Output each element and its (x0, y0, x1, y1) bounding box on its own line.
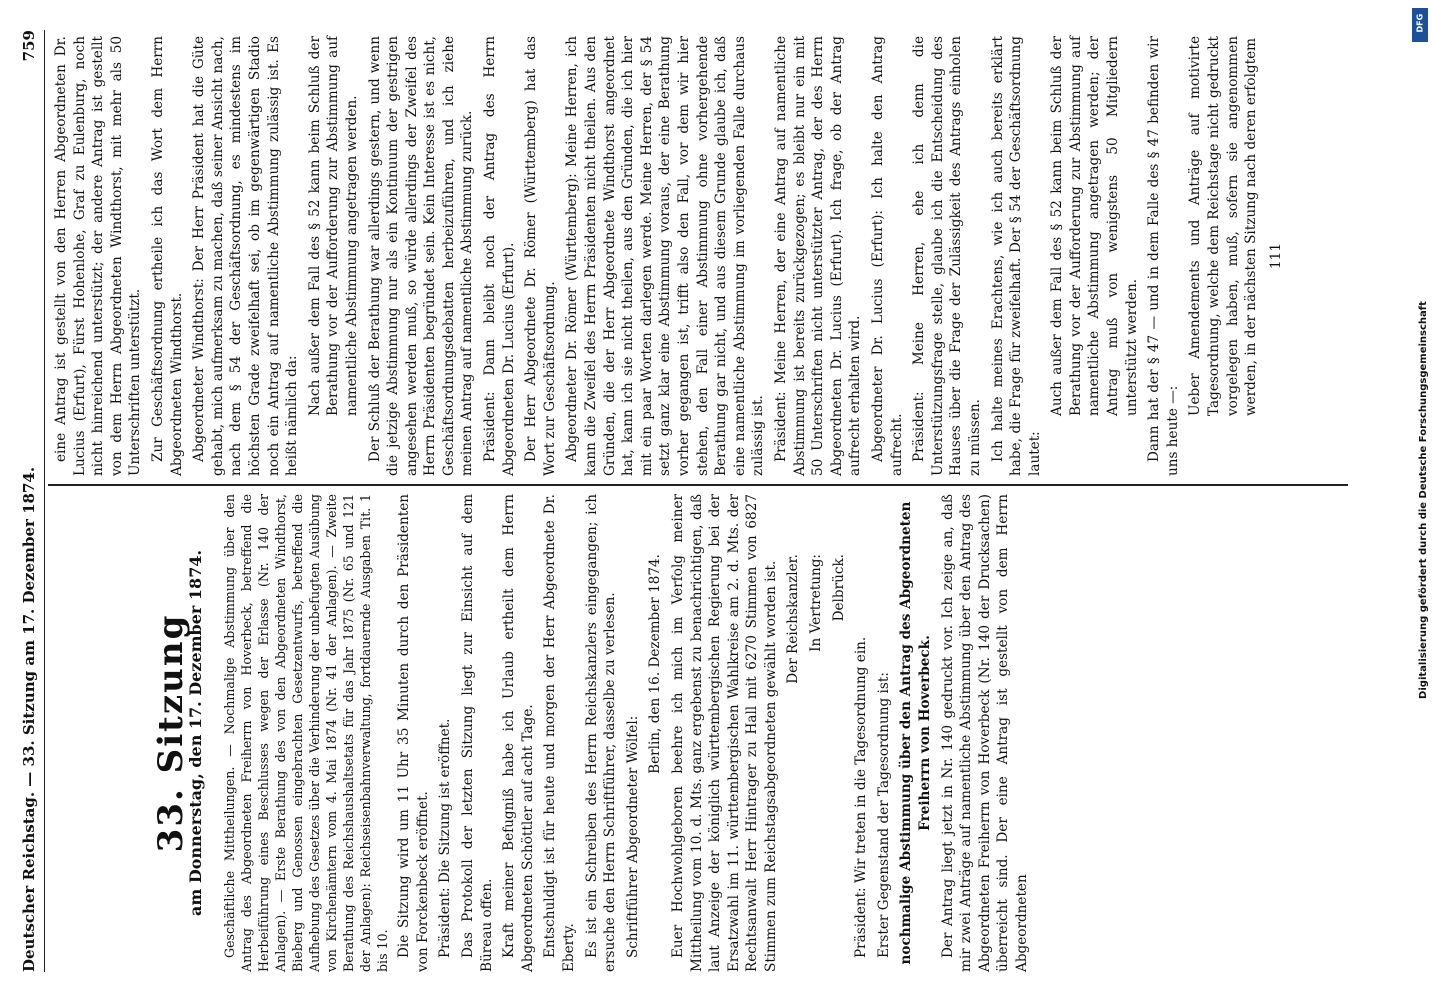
paragraph: Präsident: Meine Herren, der eine Antrag auf namentliche Abstimmung ist bereits zurückgezogen; es bleibt nur ein mit 50 Unterschriften nicht unterstützter Antrag, der des Herrn Abgeordneten Dr. Lucius (Erfurt). Ich frage, ob der Antrag aufrecht erhalten wird. (772, 36, 864, 476)
paragraph: Präsident: Meine Herren, ehe ich denn die Unterstützungsfrage stelle, glaube ich die Entscheidung des Hauses über die Frage der Zulässigkeit des Antrags einholen zu müssen. (911, 36, 983, 476)
paragraph: Zur Geschäftsordnung ertheile ich das Wort dem Herrn Abgeordneten Windthorst. (149, 36, 185, 476)
paragraph: Erster Gegenstand der Tagesordnung ist: (875, 672, 892, 958)
letter-signature-3: Delbrück. (830, 554, 847, 622)
page-signature: 111 (1267, 243, 1284, 269)
letter-signature-1: Der Reichskanzler. (785, 554, 802, 684)
paragraph: Es ist ein Schreiben des Herrn Reichskanzlers eingegangen; ich ersuche den Herrn Schriftführer, dasselbe zu verlesen. (583, 494, 619, 972)
column-divider (48, 485, 1348, 487)
paragraph: Der Herr Abgeordnete Dr. Römer (Württemberg) hat das Wort zur Geschäftsordnung. (523, 36, 558, 476)
page-number: 759 (20, 30, 38, 62)
paragraph: Die Sitzung wird um 11 Uhr 35 Minuten durch den Präsidenten von Forckenbeck eröffnet. (396, 494, 431, 972)
paragraph: Schriftführer Abgeordneter Wölfel: (624, 715, 641, 958)
paragraph: Kraft meiner Befugniß habe ich Urlaub ertheilt dem Herrn Abgeordneten Schöttler auf acht Tage. (501, 494, 536, 972)
quote: Ueber Amendements und Anträge auf motivirte Tagesordnung, welche dem Reichstage nicht gedruckt vorgelegen haben, muß, sofern sie angenommen werden, in der nächsten Sitzung nach deren erfolgtem (1187, 36, 1260, 416)
digitization-credit: Digitalisierung gefördert durch die Deutsche Forschungsgemeinschaft (1418, 301, 1429, 699)
paragraph: Entschuldigt ist für heute und morgen der Herr Abgeordnete Dr. Eberty. (542, 494, 577, 972)
letter-signature-2: In Vertretung: (808, 554, 825, 652)
paragraph: Ich halte meines Erachtens, wie ich auch bereits erklärt habe, die Frage für zweifelhaft. Der § 54 der Geschäftsordnung lautet: (989, 36, 1043, 476)
page-header (10, 30, 45, 972)
quote: Auch außer dem Fall des § 52 kann beim Schluß der Berathung vor der Aufforderung zur Abstimmung auf namentliche Abstimmung angetragen werden; der Antrag muß von wenigstens 50 Mitgliedern unterstützt werden. (1049, 36, 1140, 416)
session-title: 33. Sitzung (151, 613, 191, 853)
running-head: Deutscher Reichstag. — 33. Sitzung am 17. Dezember 1874. (20, 466, 38, 972)
agenda-item: nochmalige Abstimmung über den Antrag des Abgeordneten Freiherrn von Hoverbeck. (898, 501, 934, 965)
dfg-logo-label: DFG (1415, 13, 1425, 33)
digitization-sidebar (1408, 0, 1432, 1000)
paragraph: eine Antrag ist gestellt von den Herren Abgeordneten Dr. Lucius (Erfurt), Fürst Hohenlohe, Graf zu Eulenburg, noch nicht hinreichend unterstützt; der andere Antrag ist gestellt von dem Herrn Abgeordneten Windthorst, mit mehr als 50 Unterschriften unterstützt. (53, 36, 144, 476)
paragraph: Dann hat der § 47 — und in dem Falle des § 47 befinden wir uns heute —: (1146, 36, 1181, 476)
paragraph: Präsident: Die Sitzung ist eröffnet. (437, 718, 454, 958)
paragraph: Abgeordneter Windthorst: Der Herr Präsident hat die Güte gehabt, mich aufmerksam zu machen, daß seiner Ansicht nach, nach dem § 54 der Geschäftsordnung, es mindestens im höchsten Grade zweifelhaft sei, ob im gegenwärtigen Stadio noch ein Antrag auf namentliche Abstimmung zulässig ist. Es heißt nämlich da: (191, 36, 301, 476)
left-column (52, 494, 1036, 972)
paragraph: Abgeordneter Dr. Römer (Württemberg): Meine Herren, ich kann die Zweifel des Herrn Präsidenten nicht theilen. Aus den Gründen, die der Herr Abgeordnete Windthorst angeordnet hat, kann ich sie nicht theilen, aus den Gründen, die ich hier mit ein paar Worten darlegen werde. Meine Herren, der § 54 setzt ganz klar eine Abstimmung voraus, der eine Berathung vorher gegangen ist, trifft also den Fall, vor dem wir hier stehen, den Fall einer Abstimmung ohne vorhergehende Berathung gar nicht, und aus diesem Grunde glaube ich, daß eine namentliche Abstimmung im vorliegenden Falle durchaus zulässig ist. (564, 36, 767, 476)
right-column (52, 36, 1289, 476)
paragraph: Der Antrag liegt jetzt in Nr. 140 gedruckt vor. Ich zeige an, daß mir zwei Anträge auf namentliche Abstimmung über den Antrag des Abgeordneten Freiherrn von Hoverbeck (Nr. 140 der Drucksachen) überreicht sind. Der eine Antrag ist gestellt von dem Herrn Abgeordneten (939, 494, 1030, 972)
session-date: am Donnerstag, den 17. Dezember 1874. (185, 549, 205, 917)
paragraph: Präsident: Dann bleibt noch der Antrag des Herrn Abgeordneten Dr. Lucius (Erfurt). (482, 36, 517, 476)
paragraph: Abgeordneter Dr. Lucius (Erfurt): Ich halte den Antrag aufrecht. (869, 36, 905, 476)
dfg-logo-icon (1412, 8, 1428, 42)
paragraph: Das Protokoll der letzten Sitzung liegt zur Einsicht auf dem Büreau offen. (459, 494, 495, 972)
agenda-summary: Geschäftliche Mittheilungen. — Nochmalige Abstimmung über den Antrag des Abgeordneten Freiherrn von Hoverbeck, betreffend die Herbeiführung eines Beschlusses wegen der Erlasse (Nr. 140 der Anlagen). — Erste Berathung des von den Abgeordneten Windthorst, Bieberg und Genossen eingebrachten Gesetzentwurfs, betreffend die Aufhebung des Gesetzes über die Verhinderung der unbefugten Ausübung von Kirchenämtern vom 4. Mai 1874 (Nr. 41 der Anlagen). — Zweite Berathung des Reichshaushaltsetats für das Jahr 1875 (Nr. 65 und 121 der Anlagen): Reichseisenbahnverwaltung, fortdauernde Ausgaben Tit. 1 bis 10. (222, 494, 391, 972)
quote: Nach außer dem Fall des § 52 kann beim Schluß der Berathung vor der Aufforderung zur Abstimmung auf namentliche Abstimmung angetragen werden. (306, 36, 360, 416)
letter-place-date: Berlin, den 16. Dezember 1874. (647, 554, 664, 774)
paragraph: Präsident: Wir treten in die Tagesordnung ein. (853, 636, 870, 958)
paragraph: Der Schluß der Berathung war allerdings gestern, und wenn die jetzige Abstimmung nur als ein Kontinuum der gestrigen angesehen werden muß, so würde allerdings der Zweifel des Herrn Präsidenten begründet sein. Kein Interesse ist es nicht, Geschäftsordnungsdebatten herbeizuführen, und ich ziehe meinen Antrag auf namentliche Abstimmung zurück. (366, 36, 476, 476)
letter-body: Euer Hochwohlgeboren beehre ich mich im Verfolg meiner Mittheilung vom 10. d. Mts. ganz ergebenst zu benachrichtigen, daß laut Anzeige der königlich württembergischen Regierung bei der Ersatzwahl im 11. württembergischen Wahlkreise am 2. d. Mts. der Rechtsanwalt Herr Hintrager zu Hall mit 6270 Stimmen von 6827 Stimmen zum Reichstagsabgeordneten gewählt worden ist. (669, 494, 779, 972)
